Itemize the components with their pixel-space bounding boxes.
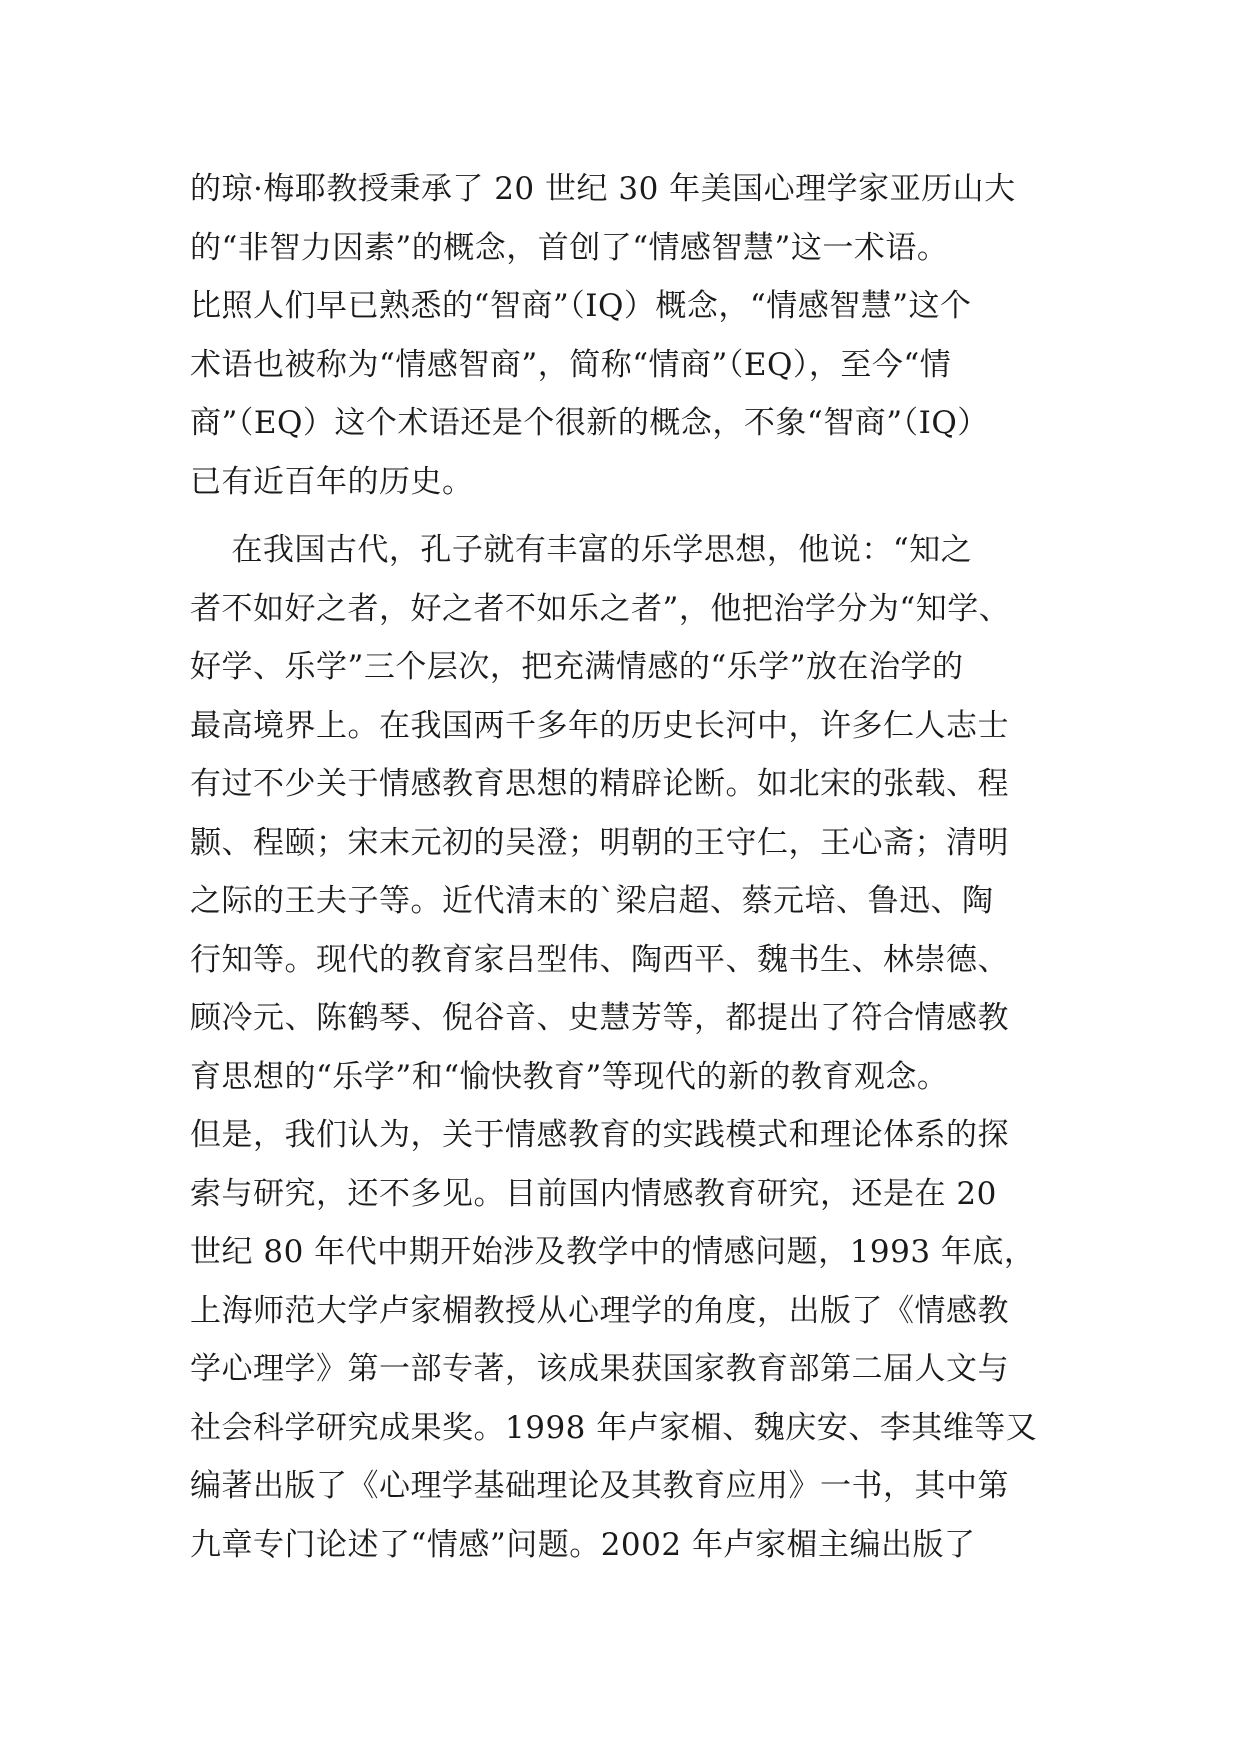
text-line: 但是，我们认为，关于情感教育的实践模式和理论体系的探 xyxy=(190,1117,1009,1153)
text-line: 之际的王夫子等。近代清末的`梁启超、蔡元培、鲁迅、陶 xyxy=(190,883,994,919)
text-line: 商”（EQ）这个术语还是个很新的概念，不象“智商”（IQ） xyxy=(190,405,989,441)
text-line: 育思想的“乐学”和“愉快教育”等现代的新的教育观念。 xyxy=(190,1058,949,1095)
text-line: 颢、程颐；宋末元初的吴澄；明朝的王守仁，王心斋；清明 xyxy=(190,824,1009,861)
text-line: 最高境界上。在我国两千多年的历史长河中，许多仁人志士 xyxy=(190,707,1009,744)
text-line: 的“非智力因素”的概念，首创了“情感智慧”这一术语。 xyxy=(190,229,949,266)
text-line: 已有近百年的历史。 xyxy=(190,463,474,500)
text-line: 九章专门论述了“情感”问题。2002 年卢家楣主编出版了 xyxy=(190,1526,976,1563)
text-line: 有过不少关于情感教育思想的精辟论断。如北宋的张载、程 xyxy=(190,766,1009,802)
text-line: 比照人们早已熟悉的“智商”（IQ）概念，“情感智慧”这个 xyxy=(190,288,972,324)
text-line: 编著出版了《心理学基础理论及其教育应用》一书，其中第 xyxy=(190,1468,1009,1504)
text-line: 术语也被称为“情感智商”，简称“情商”（EQ），至今“情 xyxy=(190,346,952,383)
paragraph-2 xyxy=(190,521,1070,1574)
paragraph-1 xyxy=(190,160,1070,511)
text-line: 上海师范大学卢家楣教授从心理学的角度，出版了《情感教 xyxy=(190,1292,1009,1329)
text-line: 的琼·梅耶教授秉承了 20 世纪 30 年美国心理学家亚历山大 xyxy=(190,171,1016,207)
text-line: 顾冷元、陈鹤琴、倪谷音、史慧芳等，都提出了符合情感教 xyxy=(190,1000,1009,1036)
text-line: 索与研究，还不多见。目前国内情感教育研究，还是在 20 xyxy=(190,1175,997,1212)
text-line: 者不如好之者，好之者不如乐之者”，他把治学分为“知学、 xyxy=(190,590,1011,627)
body-text xyxy=(190,160,1070,1574)
paragraph-gap xyxy=(190,511,1070,521)
text-line: 好学、乐学”三个层次，把充满情感的“乐学”放在治学的 xyxy=(190,649,964,685)
text-line: 世纪 80 年代中期开始涉及教学中的情感问题，1993 年底， xyxy=(190,1234,1036,1270)
text-line: 行知等。现代的教育家吕型伟、陶西平、魏书生、林崇德、 xyxy=(190,941,1009,978)
text-line: 社会科学研究成果奖。1998 年卢家楣、魏庆安、李其维等又 xyxy=(190,1409,1038,1446)
text-line: 学心理学》第一部专著，该成果获国家教育部第二届人文与 xyxy=(190,1351,1009,1387)
text-line: 在我国古代，孔子就有丰富的乐学思想，他说：“知之 xyxy=(190,532,973,568)
